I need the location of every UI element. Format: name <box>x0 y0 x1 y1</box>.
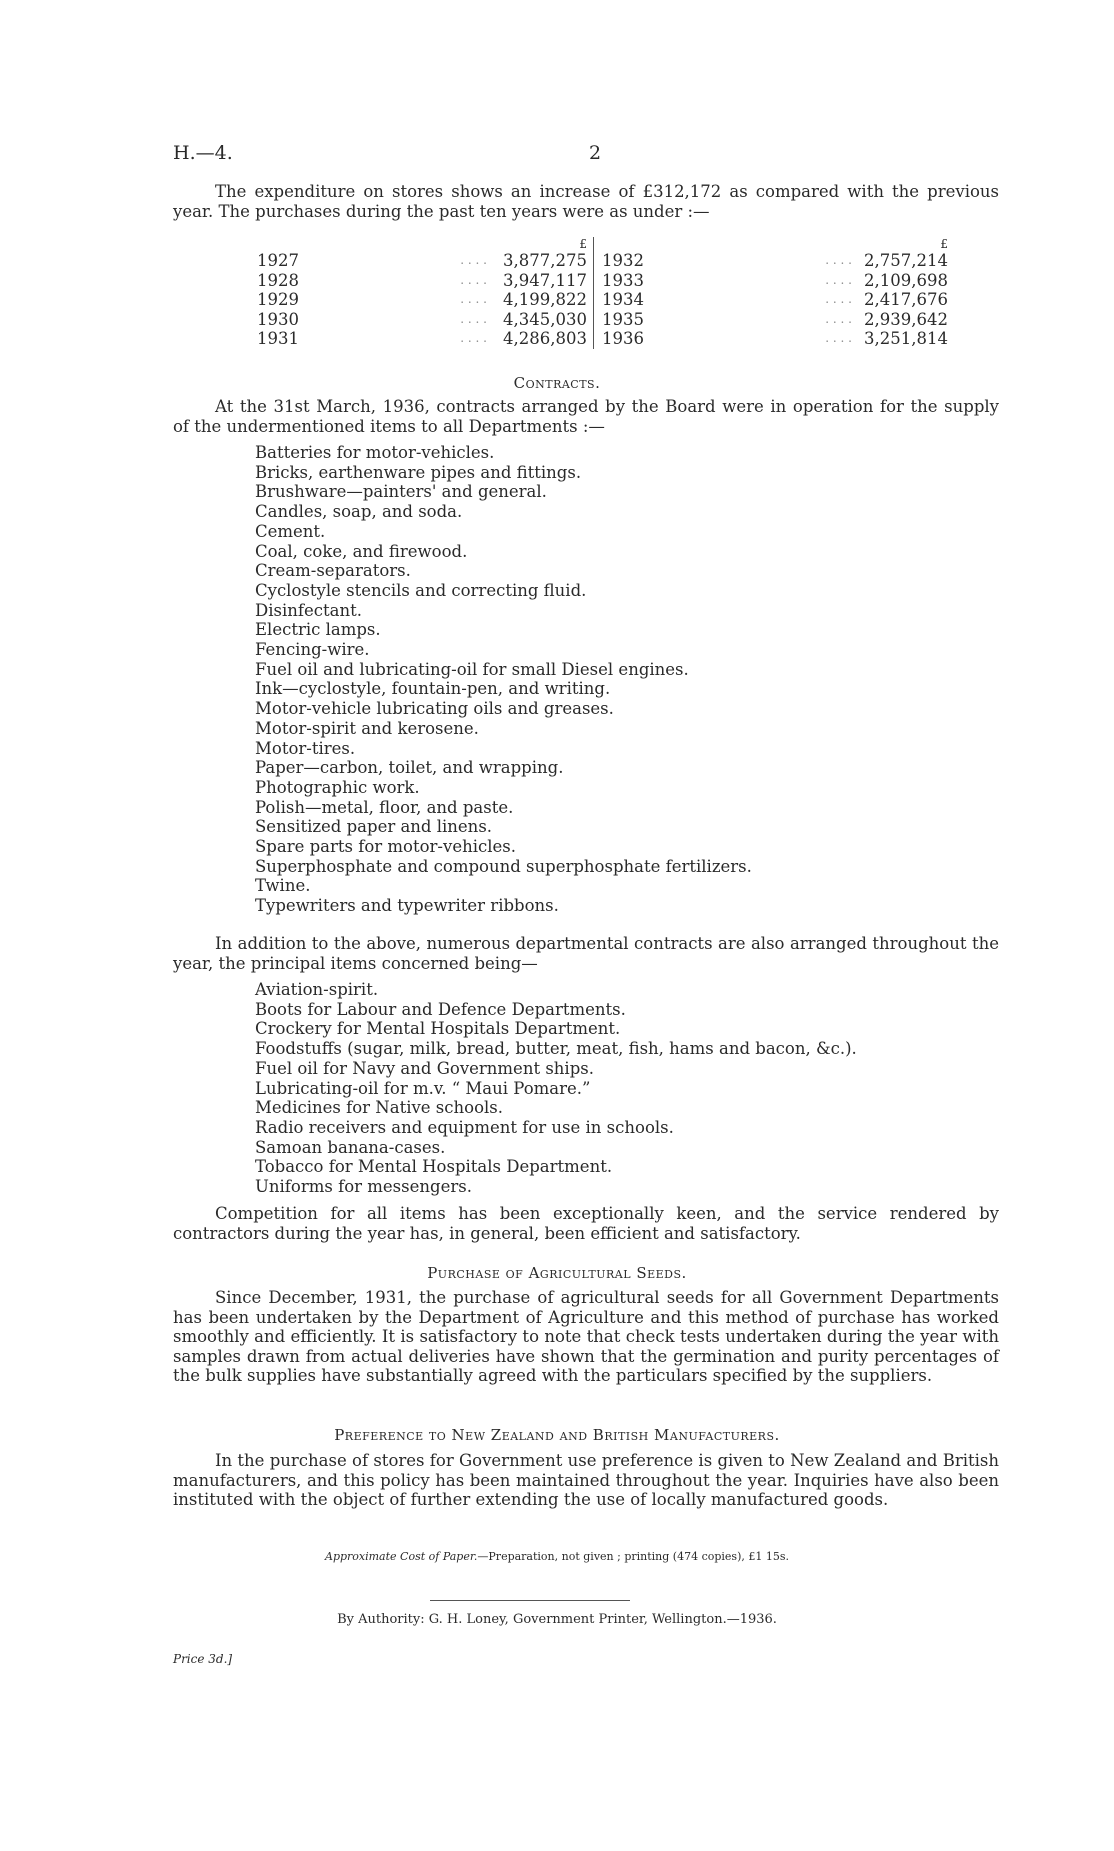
table-row <box>257 271 948 291</box>
list-item: Cement. <box>255 521 326 541</box>
printer-authority: By Authority: G. H. Loney, Government Printer, Wellington.—1936. <box>337 1612 777 1627</box>
leader-dots: . . . . <box>460 311 487 326</box>
list-item: Brushware—painters' and general. <box>255 482 547 502</box>
currency-symbol-left: £ <box>493 237 594 251</box>
year-cell: 1929 <box>257 290 299 309</box>
contracts-addition-section <box>173 934 999 973</box>
list-item: Cream-separators. <box>255 561 411 581</box>
list-item: Cyclostyle stencils and correcting fluid. <box>255 580 587 600</box>
year-cell: 1930 <box>257 309 299 329</box>
list-item: Ink—cyclostyle, fountain-pen, and writing. <box>255 679 611 699</box>
list-item: Fencing-wire. <box>255 640 370 660</box>
list-item: Aviation-spirit. <box>255 980 379 999</box>
seeds-paragraph: Since December, 1931, the purchase of agricultural seeds for all Government Departments has been undertaken by the Department of Agriculture and this method of purchase has worked smoothly and efficiently. It is satisfactory to note that check tests undertaken during the year with samples drawn from actual deliveries have shown that the germination and purity percentages of the bulk supplies have substantially agreed with the particulars specified by the suppliers. <box>173 1288 999 1385</box>
list-item: Uniforms for messengers. <box>255 1177 472 1197</box>
list-item: Typewriters and typewriter ribbons. <box>255 896 559 916</box>
leader-dots: . . . . <box>825 272 852 287</box>
amount-cell: 4,345,030 <box>493 310 594 330</box>
list-item: Spare parts for motor-vehicles. <box>255 837 516 857</box>
leader-dots: . . . . <box>460 331 487 345</box>
list-item: Motor-tires. <box>255 738 356 758</box>
list-item: Tobacco for Mental Hospitals Department. <box>255 1157 613 1177</box>
preference-heading: Preference to New Zealand and British Manufacturers. <box>334 1426 780 1444</box>
paper-cost-text: —Preparation, not given ; printing (474 copies), £1 15s. <box>477 1550 789 1563</box>
preference-paragraph: In the purchase of stores for Government use preference is given to New Zealand and British manufacturers, and this policy has been maintained throughout the year. Inquiries have also been instituted with the object of further extending the use of locally manufactured goods. <box>173 1451 999 1509</box>
leader-dots: . . . . <box>825 311 852 326</box>
list-item: Paper—carbon, toilet, and wrapping. <box>255 758 564 778</box>
year-cell: 1936 <box>602 329 644 348</box>
document-reference: H.—4. <box>173 142 233 164</box>
list-item: Batteries for motor-vehicles. <box>255 443 495 462</box>
list-item: Superphosphate and compound superphosphate fertilizers. <box>255 856 752 876</box>
year-cell: 1927 <box>257 251 299 270</box>
list-item: Lubricating-oil for m.v. “ Maui Pomare.” <box>255 1078 591 1098</box>
year-cell: 1934 <box>602 290 644 309</box>
contracts-heading: Contracts. <box>513 374 601 392</box>
amount-cell: 2,109,698 <box>864 270 948 290</box>
list-item: Samoan banana-cases. <box>255 1137 446 1157</box>
amount-cell: 2,417,676 <box>864 290 948 309</box>
leader-dots: . . . . <box>460 272 487 287</box>
list-item: Radio receivers and equipment for use in schools. <box>255 1117 674 1137</box>
list-item: Medicines for Native schools. <box>255 1098 503 1118</box>
preference-section <box>173 1451 999 1510</box>
contracts-intro: At the 31st March, 1936, contracts arranged by the Board were in operation for the supply of the undermentioned items to all Departments :— <box>173 397 999 436</box>
list-item: Sensitized paper and linens. <box>255 817 493 837</box>
departmental-item-list <box>255 980 857 1197</box>
leader-dots: . . . . <box>825 292 852 306</box>
currency-symbol-right: £ <box>940 237 948 251</box>
seeds-section <box>173 1288 999 1386</box>
price-note: Price 3d.] <box>173 1652 233 1666</box>
table-row <box>257 251 948 271</box>
contracts-addition-intro: In addition to the above, numerous departmental contracts are also arranged throughout the year, the principal items concerned being— <box>173 934 999 973</box>
paper-cost-label: Approximate Cost of Paper. <box>325 1550 478 1563</box>
year-cell: 1928 <box>257 270 299 290</box>
amount-cell: 4,286,803 <box>493 329 594 349</box>
seeds-heading: Purchase of Agricultural Seeds. <box>427 1264 687 1282</box>
list-item: Motor-spirit and kerosene. <box>255 718 479 738</box>
list-item: Fuel oil for Navy and Government ships. <box>255 1058 594 1078</box>
leader-dots: . . . . <box>825 253 852 267</box>
intro-paragraph: The expenditure on stores shows an increase of £312,172 as compared with the previous year. The purchases during the past ten years were as under :— <box>173 182 999 221</box>
paper-cost-note <box>0 1550 1114 1563</box>
year-cell: 1933 <box>602 270 644 290</box>
table-row <box>257 290 948 310</box>
competition-section <box>173 1204 999 1243</box>
intro-section <box>173 182 999 221</box>
list-item: Electric lamps. <box>255 620 381 640</box>
year-cell: 1931 <box>257 329 299 348</box>
amount-cell: 3,877,275 <box>493 251 594 271</box>
amount-cell: 2,757,214 <box>864 251 948 270</box>
list-item: Photographic work. <box>255 777 420 797</box>
amount-cell: 2,939,642 <box>864 309 948 329</box>
list-item: Twine. <box>255 876 311 896</box>
list-item: Disinfectant. <box>255 600 362 620</box>
page-number: 2 <box>589 142 602 164</box>
amount-cell: 3,251,814 <box>864 329 948 348</box>
amount-cell: 4,199,822 <box>493 290 594 310</box>
year-cell: 1935 <box>602 309 644 329</box>
list-item: Candles, soap, and soda. <box>255 502 463 522</box>
list-item: Fuel oil and lubricating-oil for small Diesel engines. <box>255 659 689 679</box>
list-item: Foodstuffs (sugar, milk, bread, butter, meat, fish, hams and bacon, &c.). <box>255 1039 857 1059</box>
table-row <box>257 329 948 349</box>
expenditure-table <box>257 237 948 349</box>
competition-paragraph: Competition for all items has been exceptionally keen, and the service rendered by contractors during the year has, in general, been efficient and satisfactory. <box>173 1204 999 1243</box>
list-item: Polish—metal, floor, and paste. <box>255 797 514 817</box>
list-item: Bricks, earthenware pipes and fittings. <box>255 462 582 482</box>
list-item: Motor-vehicle lubricating oils and greases. <box>255 699 614 719</box>
leader-dots: . . . . <box>460 292 487 306</box>
leader-dots: . . . . <box>825 331 852 345</box>
contracts-item-list <box>255 443 752 916</box>
leader-dots: . . . . <box>460 253 487 267</box>
amount-cell: 3,947,117 <box>493 271 594 291</box>
list-item: Crockery for Mental Hospitals Department. <box>255 1019 621 1039</box>
year-cell: 1932 <box>602 251 644 270</box>
footer-divider <box>430 1600 630 1601</box>
list-item: Coal, coke, and firewood. <box>255 541 468 561</box>
list-item: Boots for Labour and Defence Departments. <box>255 999 626 1019</box>
contracts-intro-section <box>173 397 999 436</box>
table-row <box>257 310 948 330</box>
